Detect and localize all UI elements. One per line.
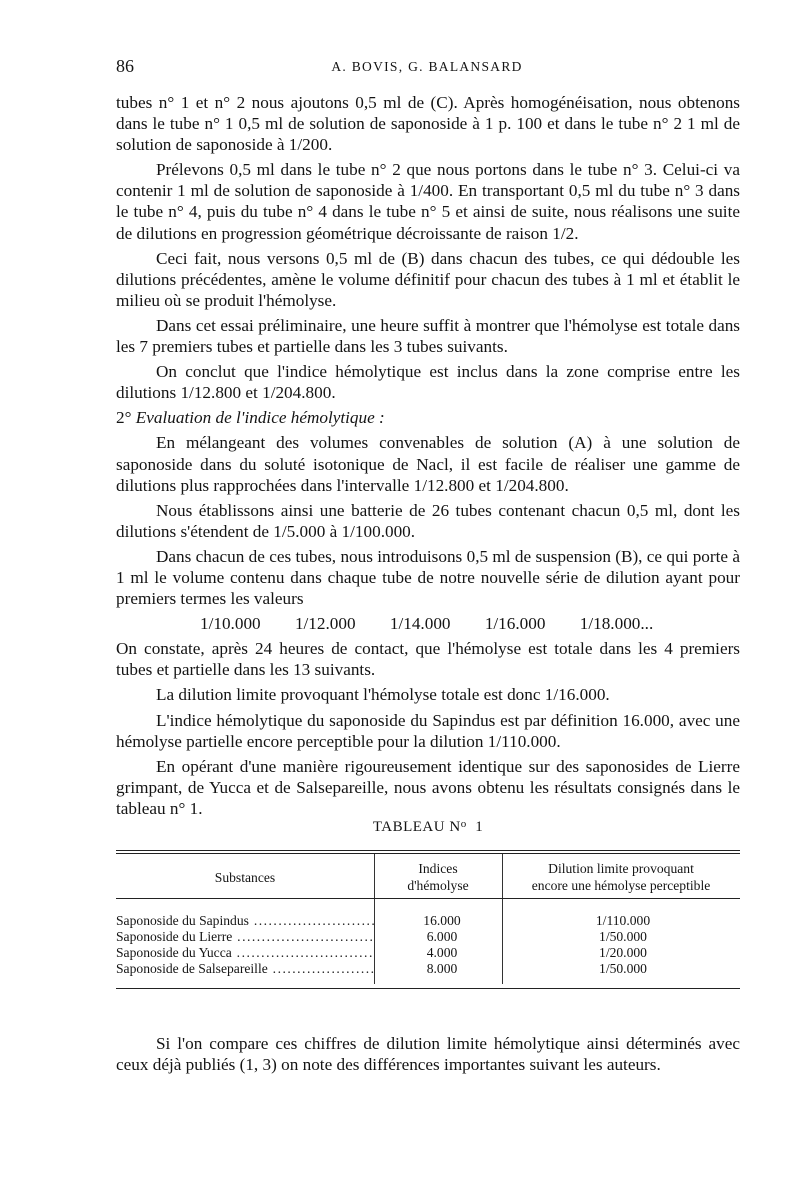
table-title xyxy=(116,818,740,836)
header-indices xyxy=(374,860,502,894)
paragraph: Dans cet essai préliminaire, une heure suffit à montrer que l'hémolyse est totale dans les 7 premiers tubes et partielle dans les 3 tubes suivants. xyxy=(116,315,740,357)
dilution-cell: 1/50.000 xyxy=(599,929,647,944)
paragraph: Prélevons 0,5 ml dans le tube n° 2 que nous portons dans le tube n° 3. Celui-ci va contenir 1 ml de solution de saponoside à 1/400. En transportant 0,5 ml du tube n° 3 dans le tube n° 4, puis du tube n° 4 dans le tube n° 5 et ainsi de suite, nous réalisons une suite de dilutions en progression géométrique décroissante de raison 1/2. xyxy=(116,160,740,243)
header-dilution-line2: encore une hémolyse perceptible xyxy=(531,878,711,893)
dilution-value: 1/14.000 xyxy=(389,614,451,634)
table-row xyxy=(116,913,740,929)
substance-cell: Saponoside de Salsepareille ..... xyxy=(116,961,374,977)
dilution-cell: 1/20.000 xyxy=(599,945,647,960)
paragraph: En opérant d'une manière rigoureusement identique sur des saponosides de Lierre grimpant, de Yucca et de Salsepareille, nous avons obtenu les résultats consignés dans le tableau n° 1. xyxy=(116,756,740,818)
running-title: A. BOVIS, G. BALANSARD xyxy=(331,59,523,74)
header-indices-line2: d'hémolyse xyxy=(407,878,469,893)
header-dilution-line1: Dilution limite provoquant xyxy=(548,861,694,876)
paragraph: tubes n° 1 et n° 2 nous ajoutons 0,5 ml de (C). Après homogénéisation, nous obtenons dans le tube n° 1 0,5 ml de solution de saponoside à 1 p. 100 et dans le tube n° 2 1 ml de solution de saponoside à 1/200. xyxy=(116,93,740,155)
section-heading xyxy=(116,407,740,428)
table-row xyxy=(116,929,740,945)
header-indices-line1: Indices xyxy=(418,861,458,876)
paragraph: En mélangeant des volumes convenables de solution (A) à une solution de saponoside dans du soluté isotonique de Nacl, il est facile de réaliser une gamme de dilutions plus rapprochées dans l'intervalle 1/12.800 et 1/204.800. xyxy=(116,433,740,495)
paragraph: On conclut que l'indice hémolytique est inclus dans la zone comprise entre les dilutions 1/12.800 et 1/204.800. xyxy=(116,362,740,403)
closing-text xyxy=(116,1033,740,1075)
dilution-cell: 1/110.000 xyxy=(595,913,651,928)
indice-cell: 16.000 xyxy=(423,913,461,928)
results-table xyxy=(116,850,740,990)
indice-cell: 8.000 xyxy=(426,961,458,976)
paragraph: La dilution limite provoquant l'hémolyse totale est donc 1/16.000. xyxy=(156,685,610,705)
dilution-cell: 1/50.000 xyxy=(599,961,647,976)
table-bottom-rule xyxy=(116,988,740,989)
paragraph: L'indice hémolytique du saponoside du Sapindus est par définition 16.000, avec une hémolyse partielle encore perceptible pour la dilution 1/110.000. xyxy=(116,710,740,751)
header-dilution xyxy=(502,860,740,894)
table-title-text: TABLEAU N xyxy=(372,819,461,835)
dilution-value: 1/18.000... xyxy=(579,614,654,634)
body-text xyxy=(116,92,740,823)
table-top-rule xyxy=(116,850,740,851)
table-title-number: 1 xyxy=(475,819,484,835)
page-number: 86 xyxy=(116,56,134,76)
paragraph: Nous établissons ainsi une batterie de 26 tubes contenant chacun 0,5 ml, dont les dilutions s'étendent de 1/5.000 à 1/100.000. xyxy=(116,500,740,541)
table-title-superscript: o xyxy=(460,818,467,830)
dilution-values xyxy=(116,613,740,634)
table-top-rule xyxy=(116,853,740,854)
header-substances: Substances xyxy=(214,870,276,885)
substance-cell: Saponoside du Yucca ..... xyxy=(116,945,374,961)
dilution-value: 1/10.000 xyxy=(200,614,261,634)
substance-cell: Saponoside du Sapindus ..... xyxy=(116,913,374,929)
substance-cell: Saponoside du Lierre ..... xyxy=(116,929,374,945)
paragraph: Ceci fait, nous versons 0,5 ml de (B) dans chacun des tubes, ce qui dédouble les dilutions précédentes, amène le volume définitif pour chacun des tubes à 1 ml et établit le milieu où se produit l'hémolyse. xyxy=(116,248,740,310)
paragraph: Dans chacun de ces tubes, nous introduisons 0,5 ml de suspension (B), ce qui porte à 1 ml le volume contenu dans chaque tube de notre nouvelle série de dilution ayant pour premiers termes les valeurs xyxy=(116,546,740,609)
page-header xyxy=(116,56,738,80)
section-title: Evaluation de l'indice hémolytique : xyxy=(135,408,385,428)
dilution-value: 1/16.000 xyxy=(484,614,546,634)
table-row xyxy=(116,961,740,977)
header-rule xyxy=(116,898,740,899)
table-row xyxy=(116,945,740,961)
paragraph: Si l'on compare ces chiffres de dilution limite hémolytique ainsi déterminés avec ceux déjà publiés (1, 3) on note des différences importantes suivant les auteurs. xyxy=(116,1034,740,1075)
dilution-value: 1/12.000 xyxy=(294,614,356,634)
indice-cell: 4.000 xyxy=(426,945,458,960)
paragraph: On constate, après 24 heures de contact, que l'hémolyse est totale dans les 4 premiers tubes et partielle dans les 13 suivants. xyxy=(116,639,740,680)
section-number: 2° xyxy=(116,408,132,428)
indice-cell: 6.000 xyxy=(426,929,458,944)
